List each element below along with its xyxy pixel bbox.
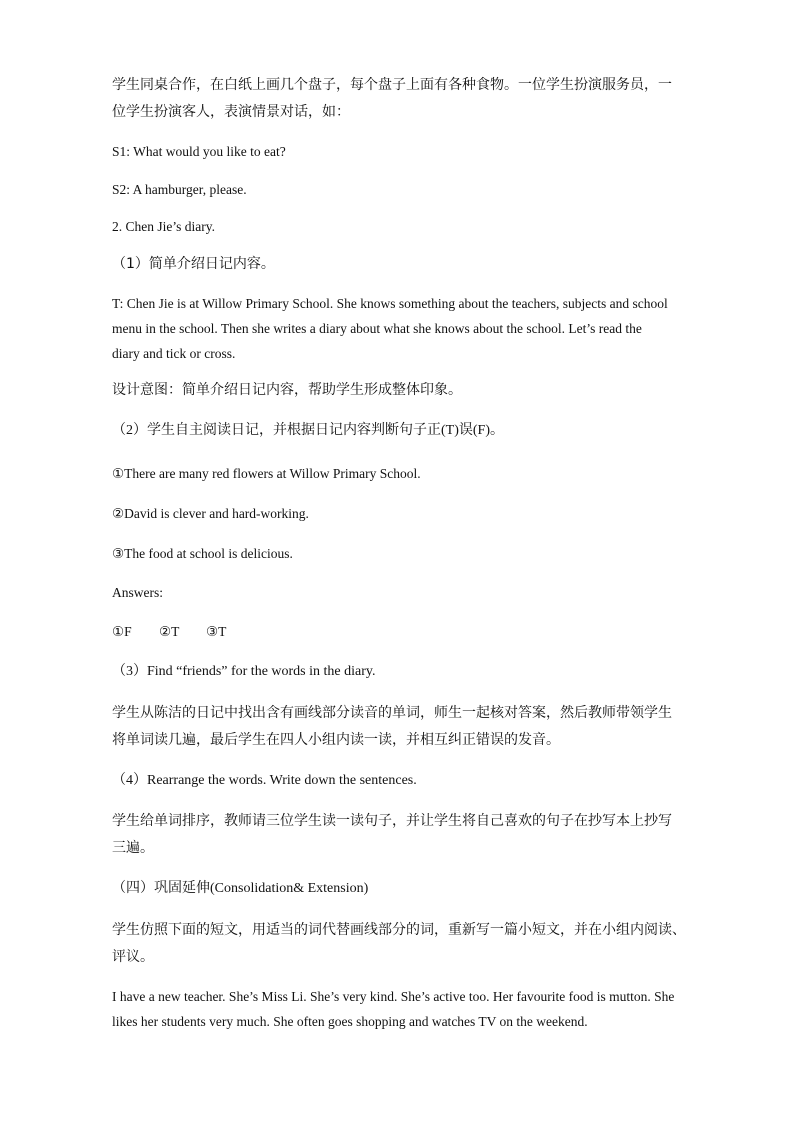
- extension-instruction: 学生仿照下面的短文，用适当的词代替画线部分的词，重新写一篇小短文，并在小组内阅读、评议。: [112, 922, 686, 965]
- statement-3: ③The food at school is delicious.: [112, 546, 293, 561]
- step-1-heading: （1）简单介绍日记内容。: [112, 256, 275, 272]
- dialogue-line-s2: S2: A hamburger, please.: [112, 182, 247, 197]
- dialogue-line-s1: S1: What would you like to eat?: [112, 144, 286, 159]
- step-3-description: 学生从陈洁的日记中找出含有画线部分读音的单词，师生一起核对答案，然后教师带领学生将单词读几遍，最后学生在四人小组内读一读，并相互纠正错误的发音。: [112, 705, 672, 748]
- pair-work-instruction: 学生同桌合作，在白纸上画几个盘子，每个盘子上面有各种食物。一位学生扮演服务员，一位学生扮演客人，表演情景对话，如：: [112, 77, 672, 120]
- section-heading-diary: 2. Chen Jie’s diary.: [112, 219, 215, 234]
- statement-2: ②David is clever and hard-working.: [112, 506, 309, 521]
- section-heading-consolidation: （四）巩固延伸(Consolidation& Extension): [112, 881, 369, 896]
- answers-row: [112, 619, 253, 644]
- statement-1: ①There are many red flowers at Willow Primary School.: [112, 466, 421, 481]
- answer-3: ③T: [206, 624, 227, 639]
- answers-label: Answers:: [112, 585, 163, 600]
- model-passage: I have a new teacher. She’s Miss Li. She’s very kind. She’s active too. Her favourite food is mutton. She likes her students very much. She often goes shopping and watches TV on the weekend.: [112, 989, 675, 1029]
- answer-2: ②T: [159, 624, 180, 639]
- step-4-description: 学生给单词排序，教师请三位学生读一读句子，并让学生将自己喜欢的句子在抄写本上抄写三遍。: [112, 813, 672, 856]
- step-4-heading: （4）Rearrange the words. Write down the sentences.: [112, 773, 417, 788]
- step-3-heading: （3）Find “friends” for the words in the diary.: [112, 664, 376, 679]
- design-intent: 设计意图：简单介绍日记内容，帮助学生形成整体印象。: [112, 382, 462, 398]
- teacher-intro-text: T: Chen Jie is at Willow Primary School. She knows something about the teachers, subjects and school menu in the school. Then she writes a diary about what she knows about the school. Let’s read the diary and tick or cross.: [112, 296, 668, 361]
- step-2-heading: （2）学生自主阅读日记，并根据日记内容判断句子正(T)误(F)。: [112, 423, 504, 438]
- answer-1: ①F: [112, 624, 132, 639]
